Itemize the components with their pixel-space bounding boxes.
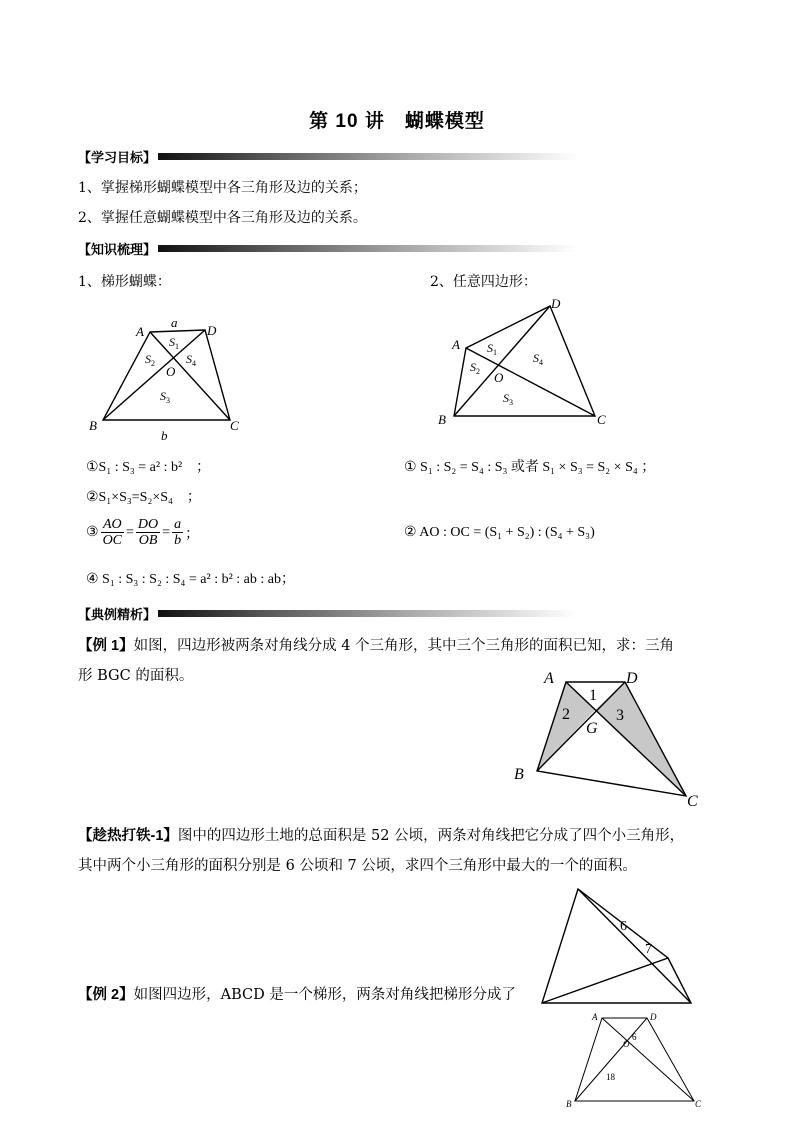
formula-3-prefix: ③	[86, 525, 99, 540]
label-A: A	[452, 337, 460, 352]
section-divider-bar	[158, 153, 578, 160]
diagonal-2	[542, 958, 668, 1003]
label-S3: $S_3$	[503, 391, 513, 407]
label-S3: $S_3$	[160, 389, 170, 405]
label-B: B	[89, 418, 97, 433]
fraction-ao-oc: $\frac{AO}{OC}$	[102, 517, 123, 548]
trapezoid-outline	[575, 1018, 694, 1101]
quadrilateral-heading: 2、任意四边形：	[430, 274, 537, 290]
label-S4: $S_4$	[533, 351, 543, 367]
practice-1-tag: 【趁热打铁-1】	[78, 828, 178, 844]
trap-formula-3: ③ $\frac{AO}{OC}$ = $\frac{DO}{OB}$ = $\frac{a}{b}$ ；	[86, 517, 200, 548]
area-label-3: 3	[616, 707, 624, 724]
label-D: D	[626, 670, 638, 687]
practice-1-line-1: 【趁热打铁-1】图中的四边形土地的总面积是 52 公顷，两条对角线把它分成了四个小三角形，	[78, 828, 685, 844]
diagonal-ac	[602, 1018, 694, 1101]
label-S1: $S_1$	[169, 335, 179, 351]
label-C: C	[597, 412, 606, 427]
label-A: A	[544, 670, 554, 687]
label-A: A	[592, 1012, 598, 1022]
fraction-a-b: $\frac{a}{b}$	[174, 517, 182, 548]
example-2-line-1: 【例 2】如图四边形，ABCD 是一个梯形，两条对角线把梯形分成了	[78, 987, 516, 1003]
area-label-2: 2	[562, 706, 570, 723]
label-C: C	[695, 1099, 702, 1109]
section-examples-label: 【典例精析】	[78, 606, 157, 622]
goal-item-2: 2、掌握任意蝴蝶模型中各三角形及边的关系。	[78, 210, 367, 226]
quad-formula-1: ① S₁ : S₂ = S₄ : S₃ 或者 S₁ × S₃ = S₂ × S₄ ；	[404, 460, 656, 475]
label-B: B	[514, 766, 524, 783]
area-label-7: 7	[645, 942, 652, 957]
trap-formula-1: ①S₁ : S₃ = a² : b² ；	[86, 460, 211, 475]
example-2-tag: 【例 2】	[78, 987, 134, 1003]
label-S4: $S_4$	[186, 352, 196, 368]
trapezoid-heading: 1、梯形蝴蝶：	[78, 274, 171, 290]
example-1-line-1: 【例 1】如图，四边形被两条对角线分成 4 个三角形，其中三个三角形的面积已知，求：三角	[78, 638, 675, 654]
label-b: b	[161, 428, 168, 443]
quad-formula-2: ② AO : OC = (S₁ + S₂) : (S₄ + S₃)	[404, 525, 595, 540]
label-A: A	[136, 324, 144, 339]
diagonal-bd	[575, 1018, 647, 1101]
label-D: D	[650, 1012, 657, 1022]
diagonal-1	[578, 889, 691, 1003]
label-S2: $S_2$	[145, 352, 155, 368]
example-1-figure	[506, 664, 706, 814]
practice-1-line-2: 其中两个小三角形的面积分别是 6 公顷和 7 公顷，求四个三角形中最大的一个的面积。	[78, 858, 637, 874]
trap-formula-4: ④ S₁ : S₃ : S₂ : S₄ = a² : b² : ab : ab；	[86, 572, 295, 587]
section-divider-bar	[158, 610, 578, 617]
example-1-tag: 【例 1】	[78, 638, 134, 654]
goal-item-1: 1、掌握梯形蝴蝶模型中各三角形及边的关系；	[78, 180, 367, 196]
formula-3-suffix: ；	[185, 526, 200, 542]
label-D: D	[551, 296, 561, 311]
quadrilateral-outline	[542, 889, 691, 1003]
section-knowledge-header	[78, 238, 578, 258]
label-D: D	[207, 323, 217, 338]
trapezoid-figure	[80, 310, 260, 445]
label-C: C	[687, 793, 698, 810]
section-divider-bar	[158, 245, 578, 252]
example-2-figure	[562, 1008, 712, 1114]
section-goals-header	[78, 146, 578, 166]
label-S2: $S_2$	[470, 360, 480, 376]
area-label-1: 1	[589, 687, 597, 704]
practice-1-figure	[538, 886, 698, 1006]
label-B: B	[566, 1099, 572, 1109]
label-O: O	[623, 1039, 630, 1049]
section-examples-header	[78, 603, 578, 623]
trap-formula-2: ②S₁×S₃=S₂×S₄ ；	[86, 490, 201, 505]
section-knowledge-label: 【知识梳理】	[78, 241, 157, 257]
area-label-18: 18	[606, 1072, 615, 1082]
label-a: a	[171, 315, 178, 330]
fraction-do-ob: $\frac{DO}{OB}$	[137, 517, 159, 548]
label-B: B	[438, 412, 446, 427]
example-1-line-2: 形 BGC 的面积。	[78, 668, 194, 684]
label-O: O	[494, 370, 504, 385]
area-label-6: 6	[620, 919, 627, 934]
section-goals-label: 【学习目标】	[78, 149, 157, 165]
page-title: 第 10 讲 蝴蝶模型	[309, 111, 485, 132]
diagonal-ac	[466, 348, 595, 416]
label-S1: $S_1$	[487, 341, 497, 357]
quadrilateral-figure	[430, 294, 610, 434]
label-G: G	[586, 720, 598, 737]
area-label-6: 6	[632, 1032, 637, 1042]
label-O: O	[166, 364, 176, 379]
label-C: C	[230, 418, 239, 433]
